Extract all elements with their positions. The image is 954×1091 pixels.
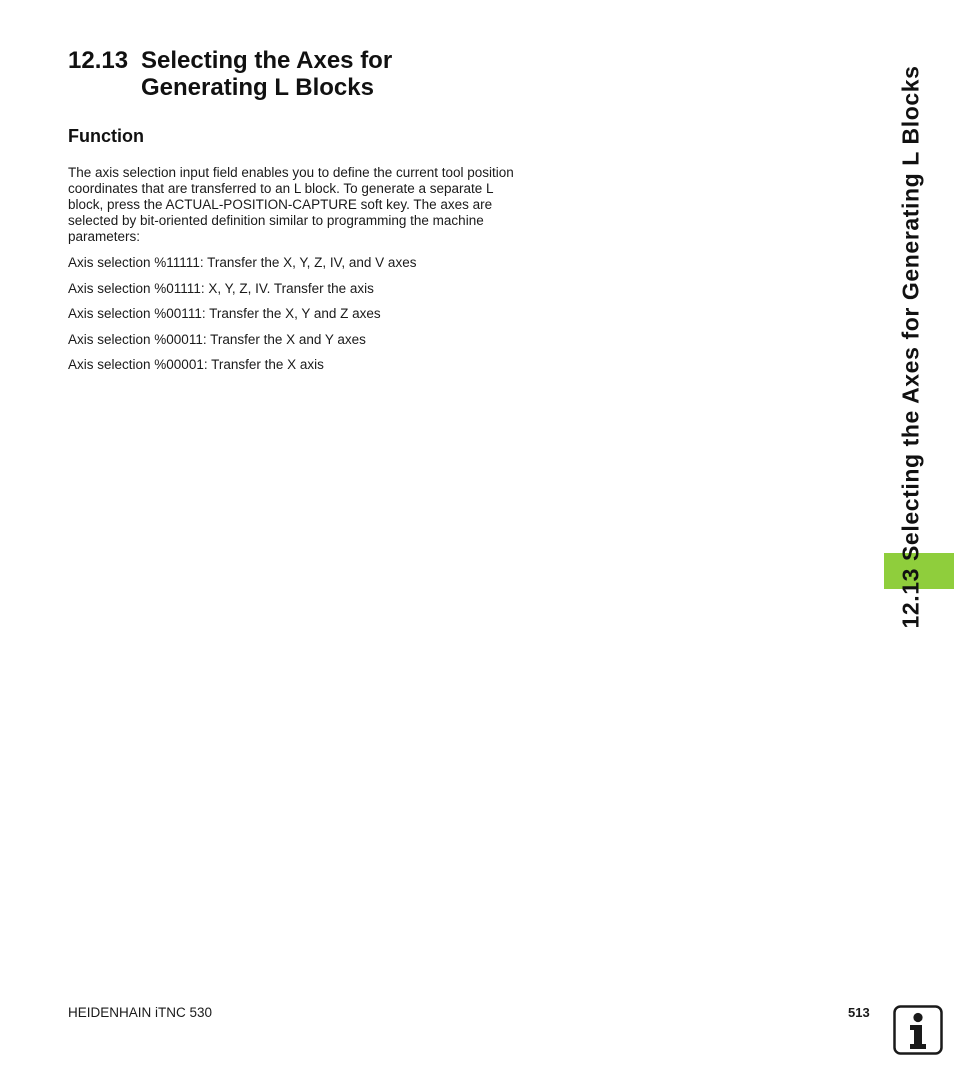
axis-selection-item: Axis selection %00001: Transfer the X axis [68,357,324,372]
axis-selection-item: Axis selection %01111: X, Y, Z, IV. Transfer the axis [68,280,374,296]
function-heading: Function [68,126,144,146]
axis-selection-item: Axis selection %11111: Transfer the X, Y, Z, IV, and V axes [68,255,417,270]
side-running-title-text: 12.13 Selecting the Axes for Generating L Blocks [897,65,924,629]
axis-selection-list [68,255,416,383]
footer-product-name: HEIDENHAIN iTNC 530 [68,1005,213,1020]
intro-paragraph: The axis selection input field enables you to define the current tool position coordinates that are transferred to an L block. To generate a separate L block, press the ACTUAL-POSITION-CAPTURE soft key. The axes are selected by bit-oriented definition similar to programming the machine parameters: [68,165,514,244]
page-number: 513 [848,1005,870,1020]
axis-selection-item: Axis selection %00111: Transfer the X, Y and Z axes [68,306,381,321]
section-heading [68,47,392,101]
section-title-line2: Generating L Blocks [141,74,374,101]
info-icon [893,1005,943,1055]
section-title-line1: Selecting the Axes for [141,47,393,74]
axis-selection-item: Axis selection %00011: Transfer the X and Y axes [68,331,366,347]
section-number: 12.13 [68,47,129,74]
